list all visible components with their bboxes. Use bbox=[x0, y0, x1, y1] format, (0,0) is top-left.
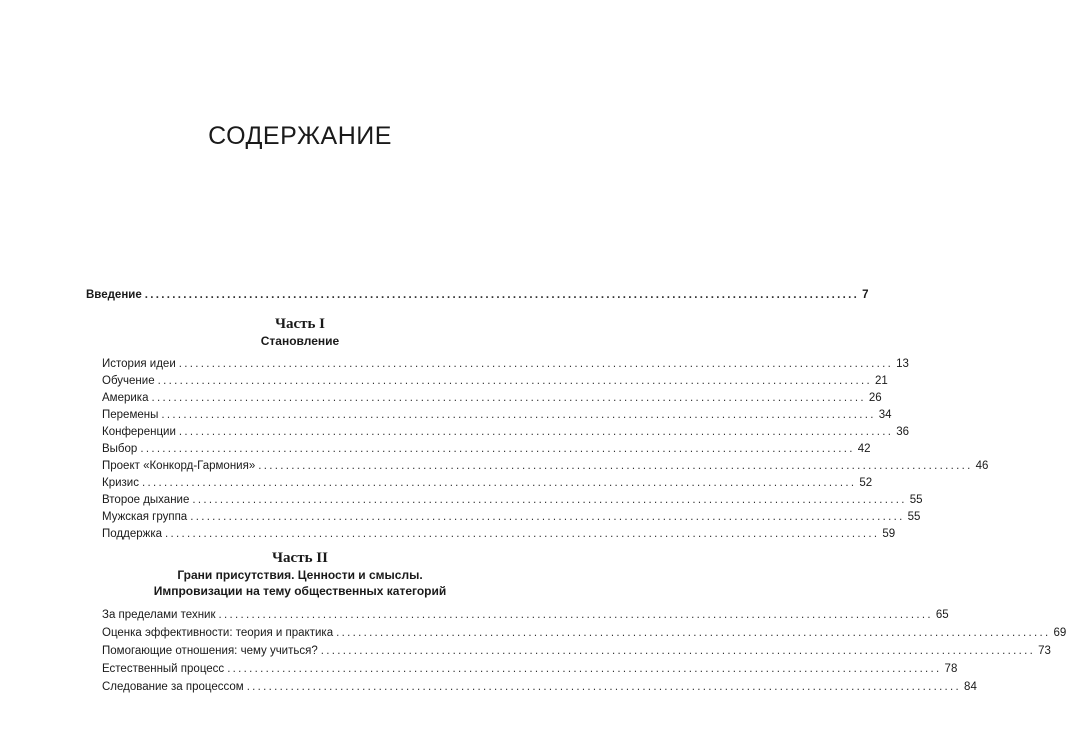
toc-entry-page: 42 bbox=[857, 443, 871, 455]
toc-entry bbox=[102, 526, 896, 542]
toc-entry-label: Естественный процесс bbox=[102, 663, 225, 675]
toc-entry-label: Второе дыхание bbox=[102, 494, 190, 506]
toc-entry-page: 34 bbox=[878, 409, 892, 421]
leader-dots: .................................................................................................................................. bbox=[141, 477, 857, 489]
toc-entry-page: 7 bbox=[862, 289, 869, 301]
toc-entry-page: 36 bbox=[896, 426, 910, 438]
toc-entry-label: Перемены bbox=[102, 409, 159, 421]
part-2-heading: Часть II bbox=[272, 550, 328, 566]
leader-dots: .................................................................................................................................. bbox=[178, 358, 894, 370]
toc-entry bbox=[102, 475, 873, 491]
toc-entry bbox=[102, 407, 892, 423]
leader-dots: .................................................................................................................................. bbox=[218, 609, 933, 621]
toc-entry-page: 78 bbox=[944, 663, 958, 675]
toc-entry bbox=[102, 643, 1051, 659]
toc-entry-label: Кризис bbox=[102, 477, 139, 489]
leader-dots: .................................................................................................................................. bbox=[320, 645, 1036, 657]
leader-dots: .................................................................................................................................. bbox=[192, 494, 907, 506]
toc-entry-label: Помогающие отношения: чему учиться? bbox=[102, 645, 318, 657]
leader-dots: .................................................................................................................................. bbox=[336, 627, 1051, 639]
leader-dots: .................................................................................................................................. bbox=[151, 392, 866, 404]
leader-dots: .................................................................................................................................. bbox=[178, 426, 894, 438]
leader-dots: .................................................................................................................................. bbox=[165, 528, 880, 540]
part-1-heading: Часть I bbox=[274, 316, 326, 332]
leader-dots: .................................................................................................................................. bbox=[140, 443, 855, 455]
leader-dots: .................................................................................................................................. bbox=[258, 460, 973, 472]
toc-entry-page: 26 bbox=[868, 392, 882, 404]
toc-entry bbox=[102, 356, 909, 372]
toc-entry-label: История идеи bbox=[102, 358, 176, 370]
toc-entry bbox=[102, 661, 958, 677]
leader-dots: .................................................................................................................................. bbox=[161, 409, 876, 421]
toc-entry bbox=[102, 373, 888, 389]
toc-entry-page: 69 bbox=[1053, 627, 1066, 639]
leader-dots: .................................................................................................................................. bbox=[157, 375, 872, 387]
toc-entry-label: Америка bbox=[102, 392, 149, 404]
toc-entry-page: 65 bbox=[935, 609, 949, 621]
toc-entry-page: 21 bbox=[874, 375, 888, 387]
toc-entry-label: Выбор bbox=[102, 443, 138, 455]
part-2-subtitle-line2: Импровизации на тему общественных категорий bbox=[153, 584, 447, 598]
toc-entry bbox=[102, 509, 921, 525]
leader-dots: .................................................................................................................................. bbox=[227, 663, 942, 675]
toc-entry-label: Мужская группа bbox=[102, 511, 188, 523]
toc-entry-label: Конференции bbox=[102, 426, 176, 438]
toc-entry-page: 59 bbox=[882, 528, 896, 540]
toc-entry-label: Оценка эффективности: теория и практика bbox=[102, 627, 334, 639]
toc-entry-page: 84 bbox=[964, 681, 977, 693]
part-1-subtitle: Становление bbox=[260, 334, 340, 348]
toc-entry bbox=[102, 607, 949, 623]
toc-entry-label: Обучение bbox=[102, 375, 155, 387]
page-title: СОДЕРЖАНИЕ bbox=[208, 122, 392, 150]
toc-entry-label: Следование за процессом bbox=[102, 681, 244, 693]
toc-entry bbox=[102, 679, 977, 695]
leader-dots: .................................................................................................................................. bbox=[246, 681, 962, 693]
toc-entry bbox=[102, 458, 989, 474]
toc-entry-page: 73 bbox=[1038, 645, 1051, 657]
toc-entry-label: Поддержка bbox=[102, 528, 162, 540]
toc-entry bbox=[102, 625, 1066, 641]
toc-entry bbox=[102, 390, 882, 406]
toc-entry-page: 55 bbox=[909, 494, 923, 506]
toc-entry-intro bbox=[86, 287, 869, 303]
toc-entry bbox=[102, 492, 923, 508]
toc-entry bbox=[102, 424, 910, 440]
toc-entry-label: Проект «Конкорд-Гармония» bbox=[102, 460, 256, 472]
part-2-subtitle-line1: Грани присутствия. Ценности и смыслы. bbox=[177, 568, 423, 582]
toc-entry-page: 46 bbox=[975, 460, 989, 472]
toc-entry-label: Введение bbox=[86, 289, 142, 301]
leader-dots: .................................................................................................................................. bbox=[144, 289, 860, 301]
toc-entry-page: 13 bbox=[896, 358, 909, 370]
leader-dots: .................................................................................................................................. bbox=[190, 511, 905, 523]
toc-entry-label: За пределами техник bbox=[102, 609, 216, 621]
toc-entry bbox=[102, 441, 871, 457]
toc-entry-page: 55 bbox=[907, 511, 921, 523]
toc-entry-page: 52 bbox=[859, 477, 873, 489]
